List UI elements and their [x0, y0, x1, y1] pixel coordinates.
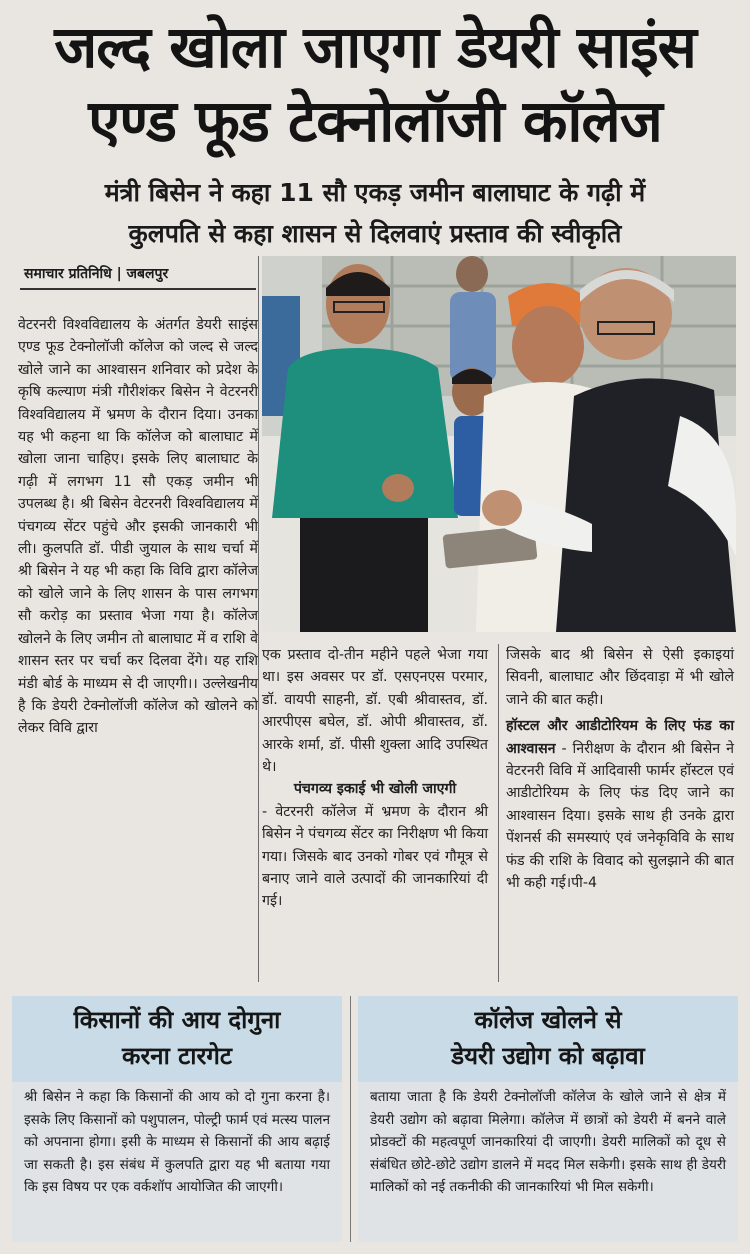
- article-column-2: [262, 644, 488, 913]
- article-column-3: [506, 644, 734, 894]
- sidebar-box-dairy-industry: [358, 996, 738, 1242]
- sidebar-box-body: बताया जाता है कि डेयरी टेक्नोलॉजी कॉलेज के खोले जाने से क्षेत्र में डेयरी उद्योग को बढ़ावा मिलेगा। कॉलेज में छात्रों को डेयरी में बनने वाले प्रोडक्टों की महत्वपूर्ण जानकारियां दी जाएगी। डेयरी मालिकों को दूध से संबंधित छोटे-छोटे उद्योग डालने में मदद मिल सकेगी। इसके साथ ही डेयरी मालिकों को नई तकनीकी की जानकारियां भी मिल सकेगी।: [370, 1089, 726, 1196]
- news-photo: [262, 256, 736, 632]
- section-subhead: हॉस्टल और आडीटोरियम के लिए फंड का आश्वासन: [506, 718, 734, 757]
- sidebar-box-farmers-income: [12, 996, 342, 1242]
- sidebar-box-title-line: किसानों की आय दोगुना: [73, 1006, 281, 1034]
- sidebar-box-title-line: कॉलेज खोलने से: [474, 1006, 622, 1034]
- byline: समाचार प्रतिनिधि | जबलपुर: [24, 266, 169, 282]
- subheadline-line-2: कुलपति से कहा शासन से दिलवाएं प्रस्ताव की स्वीकृति: [128, 219, 622, 248]
- sidebar-box-title-line: डेयरी उद्योग को बढ़ावा: [451, 1042, 645, 1070]
- headline-line-2: एण्ड फूड टेक्नोलॉजी कॉलेज: [88, 87, 662, 155]
- sidebar-box-title: [12, 996, 342, 1082]
- article-paragraph: - वेटरनरी कॉलेज में भ्रमण के दौरान श्री बिसेन ने पंचगव्य सेंटर का निरीक्षण भी किया गया। जिसके बाद उनको गोबर एवं गौमूत्र से बनाए जाने वाले उत्पादों की जानकारियां दी गई।: [262, 803, 488, 910]
- sidebar-box-title: [358, 996, 738, 1082]
- subheadline-line-1: मंत्री बिसेन ने कहा 11 सौ एकड़ जमीन बालाघाट के गढ़ी में: [104, 178, 646, 207]
- sidebar-box-body: श्री बिसेन ने कहा कि किसानों की आय को दो गुना करना है। इसके लिए किसानों को पशुपालन, पोल्ट्री फार्म एवं मत्स्य पालन को अपनाना होगा। इसी के माध्यम से किसानों की आय बढ़ाई जा सकती है। इस संबंध में कुलपति द्वारा यह भी बताया गया कि इस विषय पर एक वर्कशॉप आयोजित की जाएगी।: [24, 1089, 330, 1196]
- byline-rule: [20, 288, 256, 290]
- column-divider: [258, 256, 259, 982]
- headline-line-1: जल्द खोला जाएगा डेयरी साइंस: [54, 13, 696, 81]
- sidebar-box-title-line: करना टारगेट: [122, 1042, 232, 1070]
- box-divider: [350, 996, 351, 1242]
- photo-illustration: [262, 256, 736, 632]
- article-paragraph: एक प्रस्ताव दो-तीन महीने पहले भेजा गया था। इस अवसर पर डॉ. एसएनएस परमार, डॉ. वायपी साहनी, डॉ. एबी श्रीवास्तव, डॉ. आरपीएस बघेल, डॉ. ओपी श्रीवास्तव, डॉ. आरके शर्मा, डॉ. पीसी शुक्ला आदि उपस्थित थे।: [262, 647, 488, 776]
- article-paragraph-with-subhead: [506, 715, 734, 894]
- section-subhead: पंचगव्य इकाई भी खोली जाएगी: [293, 781, 457, 798]
- article-paragraph: जिसके बाद श्री बिसेन से ऐसी इकाइयां सिवनी, बालाघाट और छिंदवाड़ा में भी खोले जाने की बात कही।: [506, 647, 734, 708]
- column-divider: [498, 644, 499, 982]
- article-paragraph: वेटरनरी विश्वविद्यालय के अंतर्गत डेयरी साइंस एण्ड फूड टेक्नोलॉजी कॉलेज को जल्द से जल्द खोले जाने का आश्वासन शनिवार को प्रदेश के कृषि कल्याण मंत्री गौरीशंकर बिसेन ने वेटरनरी विश्वविद्यालय में भ्रमण के दौरान दिया। उनका यह भी कहना था कि कॉलेज को बालाघाट में खोला जाना चाहिए। इसके लिए बालाघाट के गढ़ी में लगभग 11 सौ एकड़ जमीन भी उपलब्ध है। श्री बिसेन वेटरनरी विश्वविद्यालय में पंचगव्य सेंटर पहुंचे और इसकी जानकारी भी ली। कुलपति डॉ. पीडी जुयाल के साथ चर्चा में श्री बिसेन ने यह भी कहा कि विवि द्वारा कॉलेज को खोले जाने के लिए शासन के पास लगभग सौ करोड़ का प्रस्ताव भेजा गया है। कॉलेज खोलने के लिए जमीन तो बालाघाट में व राशि वे शासन स्तर पर चर्चा कर दिलवा देंगे। यह राशि मंडी बोर्ड के माध्यम से दी जाएगी।। उल्लेखनीय है कि डेयरी टेक्नोलॉजी कॉलेज को खोलने को लेकर विवि द्वारा: [18, 317, 258, 737]
- article-column-1: [18, 314, 258, 740]
- article-paragraph: - निरीक्षण के दौरान श्री बिसेन ने वेटरनरी विवि में आदिवासी फार्मर हॉस्टल एवं आडीटोरियम के लिए फंड दिए जाने का आश्वासन दिया। इसके साथ ही उनके द्वारा पेंशनर्स की समस्याएं एवं जनेकृविवि के साथ फंड की राशि के विवाद को सुलझाने की बात भी कही गई।पी-4: [506, 740, 734, 892]
